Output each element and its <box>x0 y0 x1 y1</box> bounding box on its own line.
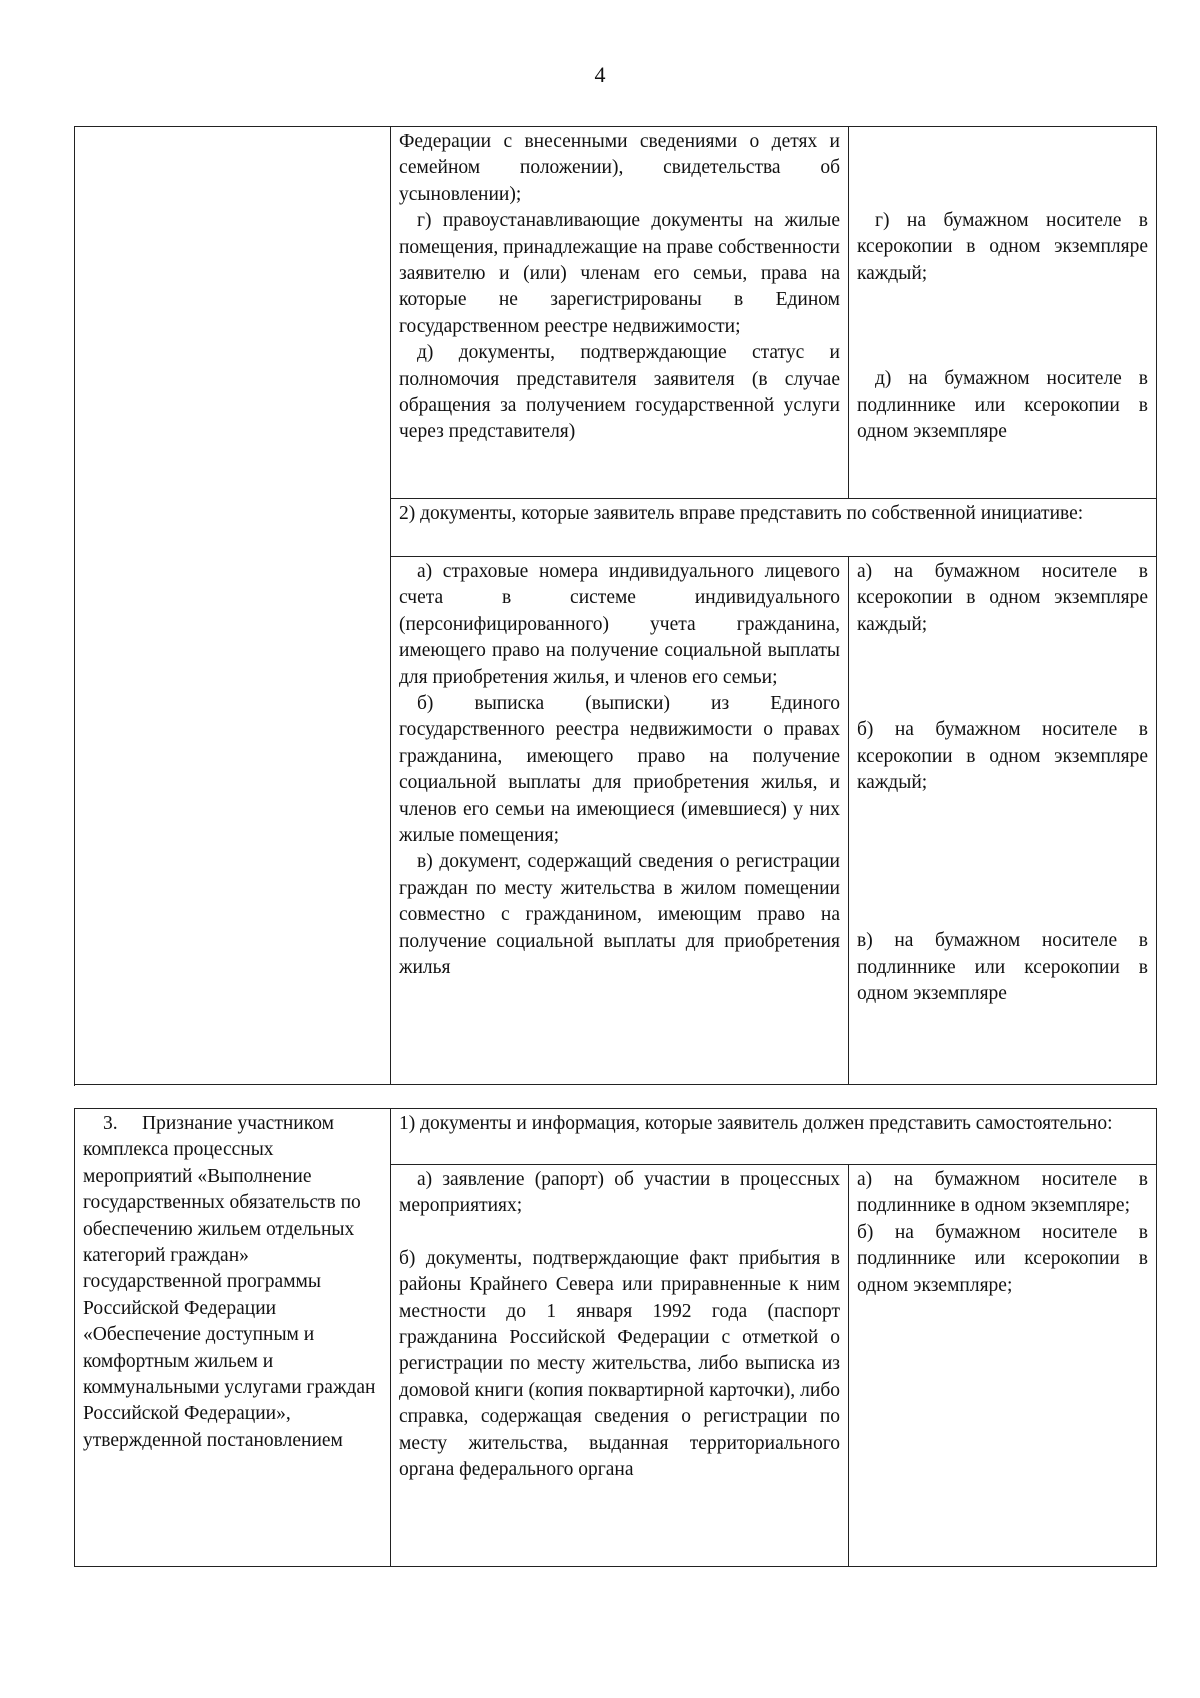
form-cell <box>849 127 1157 499</box>
doc-item: б) документы, подтверждающие факт прибытия в районы Крайнего Севера или приравненные к ним местности до 1 января 1992 года (паспорт гражданина Российской Федерации с отметкой о регистрации по месту жительства, либо выписка из домовой книги (копия поквартирной карточки), либо справка, содержащая сведения о регистрации по месту жительства, выданная территориального органа федерального органа <box>399 1247 840 1481</box>
section-heading-cell <box>391 1109 1157 1165</box>
doc-item: г) правоустанавливающие документы на жилые помещения, принадлежащие на праве собственности заявителю и (или) членам его семьи, права на которые не зарегистрированы в Едином государственном реестре недвижимости; <box>399 210 840 337</box>
form-item: а) на бумажном носителе в подлиннике в одном экземпляре; <box>857 1169 1148 1217</box>
section-heading: 1) документы и информация, которые заявитель должен представить самостоятельно: <box>399 1113 1113 1134</box>
form-item: б) на бумажном носителе в подлиннике или ксерокопии в одном экземпляре; <box>857 1221 1148 1296</box>
service-number: 3. <box>103 1113 118 1134</box>
doc-item: Федерации с внесенными сведениями о детях и семейном положении), свидетельства об усыновлении); <box>399 131 840 205</box>
documents-table-continued <box>74 1108 1157 1567</box>
form-item: а) на бумажном носителе в ксерокопии в одном экземпляре каждый; <box>857 561 1148 635</box>
section-heading: 2) документы, которые заявитель вправе представить по собственной инициативе: <box>399 503 1084 524</box>
form-cell <box>849 557 1157 1085</box>
service-cell <box>75 1109 391 1567</box>
form-item: б) на бумажном носителе в ксерокопии в одном экземпляре каждый; <box>857 719 1148 794</box>
service-title: Признание <box>142 1113 233 1134</box>
doc-item: б) выписка (выписки) из Единого государственного реестра недвижимости о правах гражданина, имеющего право на получение социальной выплаты для приобретения жилья, и членов его семьи на имеющиеся (имевшиеся) у них жилые помещения; <box>399 693 840 847</box>
form-cell <box>849 1165 1157 1567</box>
doc-item: в) документ, содержащий сведения о регистрации граждан по месту жительства в жилом помещении совместно с гражданином, имеющим право на получение социальной выплаты для приобретения жилья <box>399 851 840 979</box>
optional-docs-cell <box>391 557 849 1085</box>
page-number: 4 <box>594 62 606 87</box>
doc-item: а) страховые номера индивидуального лицевого счета в системе индивидуального (персонифицированного) учета гражданина, имеющего право на получение социальной выплаты для приобретения жилья, и членов его семьи; <box>399 561 840 688</box>
doc-item: а) заявление (рапорт) об участии в процессных мероприятиях; <box>399 1169 840 1217</box>
table-row <box>75 1109 1157 1165</box>
form-item: г) на бумажном носителе в ксерокопии в одном экземпляре каждый; <box>857 210 1148 284</box>
service-description <box>83 1111 382 1454</box>
table-row <box>75 127 1157 499</box>
form-item: в) на бумажном носителе в подлиннике или ксерокопии в одном экземпляре <box>857 930 1148 1005</box>
doc-item: д) документы, подтверждающие статус и полномочия представителя заявителя (в случае обращения за получением государственной услуги через представителя) <box>399 342 840 443</box>
required-docs-cell <box>391 1165 849 1567</box>
service-cell-empty <box>75 127 391 1085</box>
service-title-rest: участником комплекса процессных мероприятий «Выполнение государственных обязательств по обеспечению жильем отдельных категорий граждан» государственной программы Российской Федерации «Обеспечение доступным и комфортным жильем и коммунальными услугами граждан Российской Федерации», утвержденной постановлением <box>83 1113 376 1451</box>
form-item: д) на бумажном носителе в подлиннике или ксерокопии в одном экземпляре <box>857 368 1148 443</box>
documents-table <box>74 126 1157 1085</box>
section-heading-cell <box>391 499 1157 557</box>
required-docs-cell <box>391 127 849 499</box>
